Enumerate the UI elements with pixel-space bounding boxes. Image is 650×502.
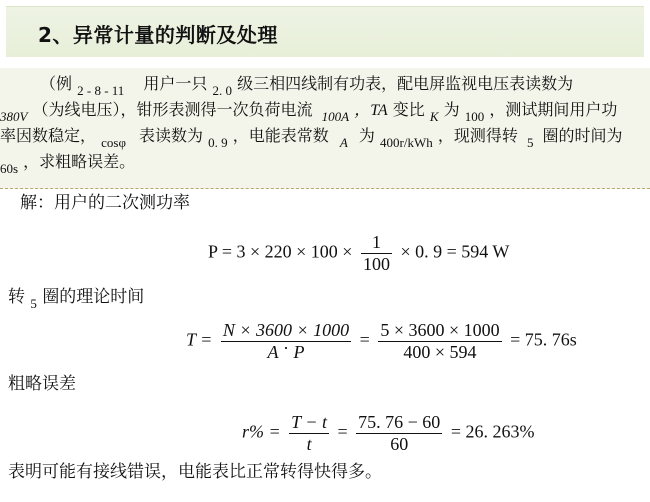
text: （例: [40, 74, 73, 93]
equation-time: [186, 320, 577, 363]
problem-statement: [0, 68, 650, 189]
equation-error: [242, 412, 534, 455]
fraction: [361, 232, 392, 275]
denominator: t: [289, 433, 329, 455]
text: ，测试期间用户功: [489, 100, 618, 119]
text: 表读数为: [139, 126, 204, 145]
time-value: 60s: [0, 161, 19, 176]
text: （为线电压），钳形表测得一次负荷电流: [32, 100, 313, 119]
current-value: 100A: [321, 109, 350, 124]
meter-constant-symbol: A: [339, 135, 348, 150]
fraction: [289, 412, 329, 455]
problem-line-1: [40, 74, 574, 98]
slide-title: 2、异常计量的判断及处理: [38, 23, 278, 47]
example-number: 2 - 8 - 11: [77, 83, 125, 98]
text: 圈的理论时间: [42, 287, 145, 307]
text: ，电能表常数: [232, 126, 329, 145]
equation-power: [208, 232, 509, 275]
eq-text: =: [337, 421, 348, 442]
solution-line-4: 表明可能有接线错误，电能表比正常转得快得多。: [8, 462, 382, 482]
accuracy-grade: 2. 0: [212, 83, 232, 98]
solution-line-3: 粗略误差: [8, 374, 76, 394]
text: 转: [8, 287, 25, 307]
eq-text: × 0. 9 = 594 W: [400, 241, 510, 262]
power-factor-symbol: cosφ: [101, 135, 126, 150]
ta-label: ，TA: [354, 102, 388, 119]
power-factor-value: 0. 9: [208, 135, 228, 150]
denominator-part: A: [267, 342, 279, 362]
problem-line-3: [0, 126, 623, 150]
text: 用户一只: [143, 74, 208, 93]
eq-text: =: [359, 329, 370, 350]
revolutions-value: 5: [526, 135, 534, 150]
text: ，现测得转: [437, 126, 518, 145]
eq-text: r% =: [242, 421, 281, 442]
multiplication-dot: ·: [283, 338, 289, 358]
solution-line-2: [8, 287, 145, 311]
ratio-value: 100: [464, 109, 485, 124]
eq-text: = 75. 76s: [510, 329, 577, 350]
denominator: [221, 338, 351, 363]
voltage-value: 380V: [0, 109, 28, 124]
problem-line-4: [0, 152, 136, 176]
text: 级三相四线制有功表，配电屏监视电压表读数为: [237, 74, 574, 93]
text: 变比: [392, 100, 425, 119]
numerator: 1: [371, 232, 381, 252]
numerator: N × 3600 × 1000: [222, 320, 350, 340]
eq-text: T =: [186, 329, 213, 350]
text: 圈的时间为: [542, 126, 623, 145]
title-band: [6, 6, 644, 57]
text: 为: [358, 126, 375, 145]
denominator: 60: [356, 433, 442, 455]
numerator: T − t: [291, 412, 327, 432]
fraction: [356, 412, 442, 455]
text: 为: [443, 100, 460, 119]
revolutions-value: 5: [30, 296, 37, 311]
numerator: 5 × 3600 × 1000: [380, 320, 500, 340]
eq-text: = 26. 263%: [450, 421, 535, 442]
denominator: 100: [362, 254, 390, 274]
problem-line-2: [0, 100, 618, 124]
ratio-symbol: K: [429, 109, 439, 124]
text: ，求粗略误差。: [23, 152, 136, 171]
fraction: [221, 320, 351, 363]
eq-text: P = 3 × 220 × 100 ×: [208, 241, 353, 262]
text: 率因数稳定，: [0, 126, 97, 145]
fraction: [378, 320, 501, 363]
meter-constant-value: 400r/kWh: [380, 135, 433, 150]
solution-line-1: 解：用户的二次测功率: [20, 193, 190, 213]
denominator: 400 × 594: [378, 341, 501, 363]
denominator-part: P: [293, 342, 305, 362]
numerator: 75. 76 − 60: [358, 412, 441, 432]
